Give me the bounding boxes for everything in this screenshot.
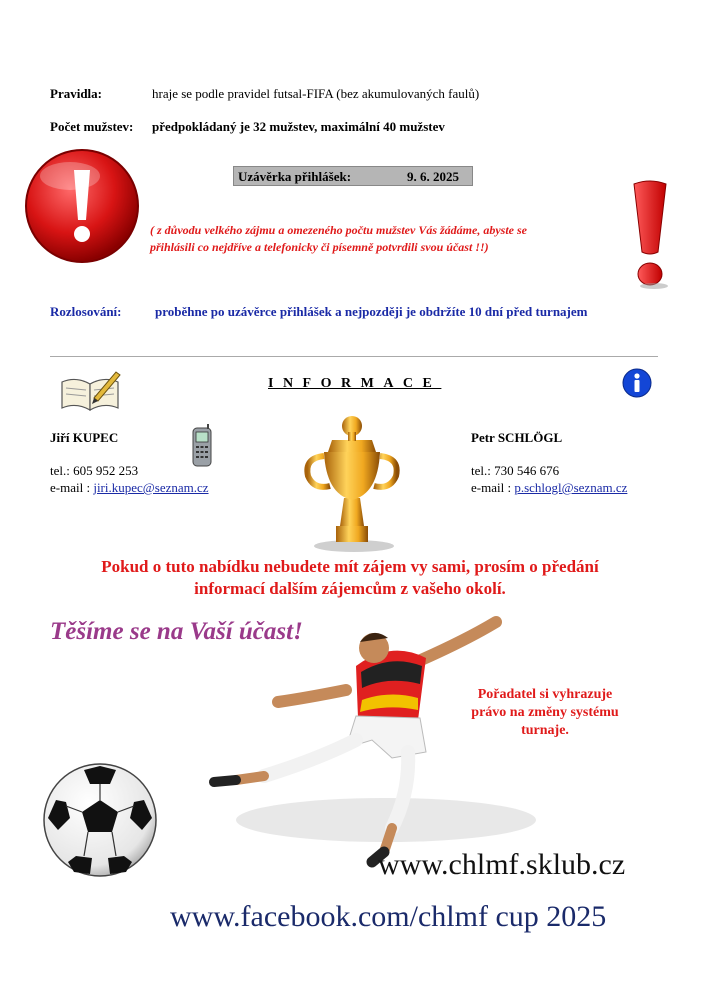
draw-label: Rozlosování:	[50, 304, 122, 319]
facebook-link[interactable]: www.facebook.com/chlmf cup 2025	[170, 900, 607, 933]
contact-1-tel: tel.: 605 952 253	[50, 463, 139, 478]
contact-1-email-link[interactable]: jiri.kupec@seznam.cz	[93, 480, 209, 495]
trophy-icon	[296, 414, 406, 554]
teams-label: Počet mužstev:	[50, 119, 134, 134]
organizer-line-2: právo na změny systému	[471, 705, 619, 720]
rules-value: hraje se podle pravidel futsal-FIFA (bez akumulovaných faulů)	[152, 86, 480, 101]
phone-icon	[190, 424, 214, 468]
website-link[interactable]: www.chlmf.sklub.cz	[378, 848, 626, 881]
info-title: INFORMACE	[268, 376, 442, 391]
organizer-line-3: turnaje.	[521, 723, 569, 738]
greeting: Těšíme se na Vaší účast!	[50, 618, 303, 645]
exclamation-mark-icon	[628, 180, 672, 290]
contact-2-email-link[interactable]: p.schlogl@seznam.cz	[514, 480, 628, 495]
warning-line-1: ( z důvodu velkého zájmu a omezeného počtu mužstev Vás žádáme, abyste se	[150, 223, 527, 237]
contact-2-email-label: e-mail :	[471, 480, 515, 495]
info-icon	[622, 368, 652, 398]
soccer-ball-icon	[40, 760, 160, 880]
divider	[50, 356, 658, 357]
contact-1-email-row	[50, 480, 209, 496]
contact-1-email-label: e-mail :	[50, 480, 94, 495]
contact-2-tel: tel.: 730 546 676	[471, 463, 560, 478]
contact-1-name: Jiří KUPEC	[50, 430, 119, 445]
exclamation-icon	[22, 146, 142, 266]
appeal-line-1: Pokud o tuto nabídku nebudete mít zájem vy sami, prosím o předání	[101, 557, 599, 576]
contact-2-email-row	[471, 480, 627, 496]
deadline-box	[233, 166, 473, 186]
appeal-line-2: informací dalším zájemcům z vašeho okolí.	[194, 579, 506, 598]
draw-value: proběhne po uzávěrce přihlášek a nejpozději je obdržíte 10 dní před turnajem	[155, 304, 588, 319]
warning-text	[150, 222, 620, 256]
book-icon	[58, 368, 122, 414]
contact-2-name: Petr SCHLÖGL	[471, 430, 563, 445]
organizer-line-1: Pořadatel si vyhrazuje	[477, 687, 613, 702]
organizer-note	[470, 686, 620, 740]
deadline-label: Uzávěrka přihlášek:	[238, 169, 352, 184]
appeal-text	[40, 556, 660, 600]
rules-label: Pravidla:	[50, 86, 102, 101]
warning-line-2: přihlásili co nejdříve a telefonicky či písemně potvrdili svou účast !!)	[150, 240, 489, 254]
teams-value: předpokládaný je 32 mužstev, maximální 40 mužstev	[152, 119, 445, 134]
deadline-date: 9. 6. 2025	[407, 169, 459, 184]
